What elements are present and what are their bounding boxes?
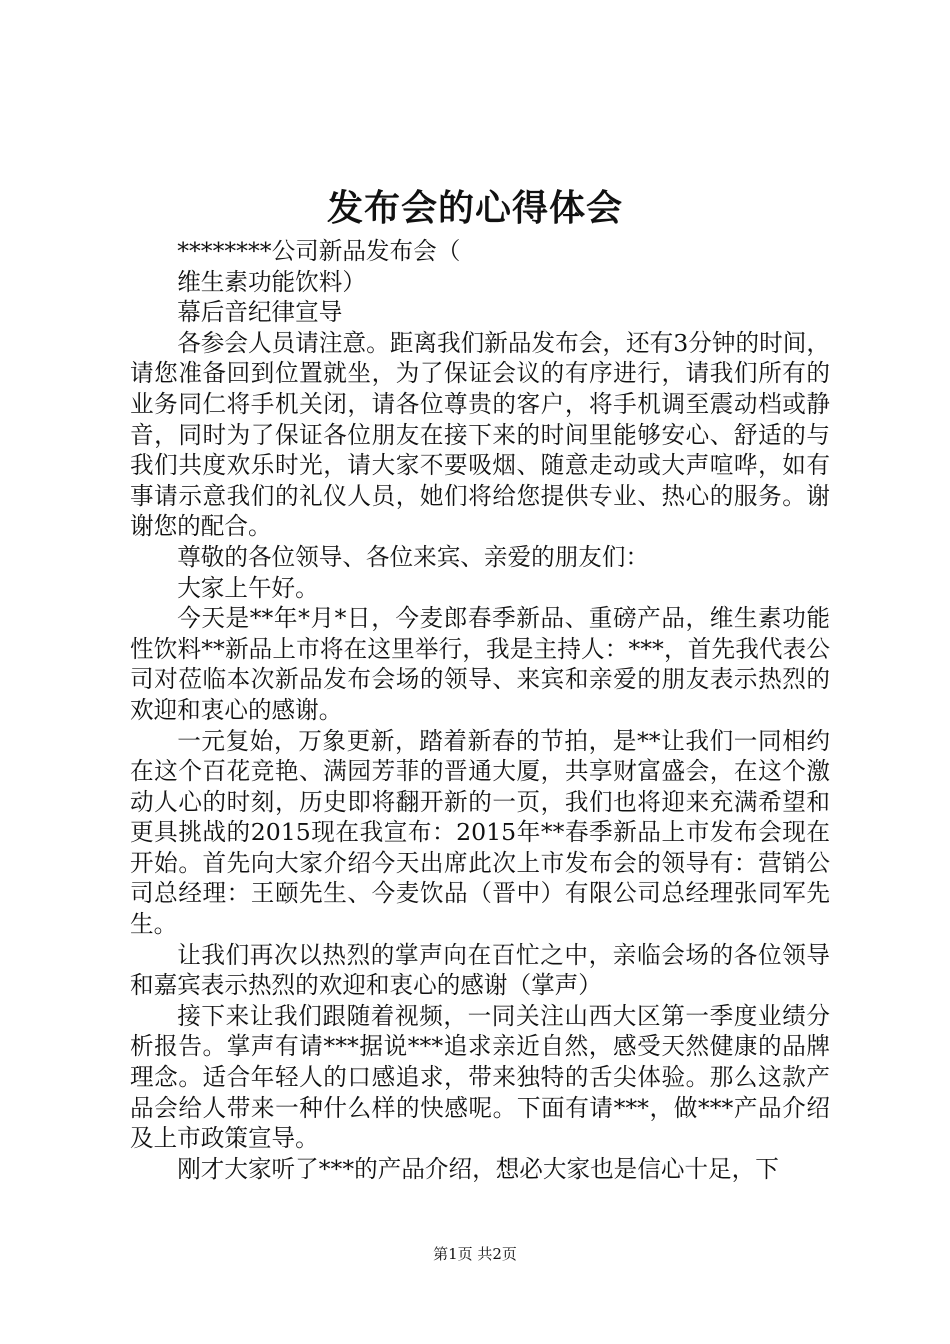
document-body (130, 236, 830, 1184)
paragraph: 今天是**年*月*日，今麦郎春季新品、重磅产品，维生素功能性饮料**新品上市将在这里举行，我是主持人：***，首先我代表公司对莅临本次新品发布会场的领导、来宾和亲爱的朋友表示热烈的欢迎和衷心的感谢。 (130, 604, 830, 724)
paragraph: 尊敬的各位领导、各位来宾、亲爱的朋友们： (177, 542, 650, 571)
paragraph: 让我们再次以热烈的掌声向在百忙之中，亲临会场的各位领导和嘉宾表示热烈的欢迎和衷心的感谢（掌声） (130, 940, 830, 1000)
paragraph: 各参会人员请注意。距离我们新品发布会，还有3分钟的时间，请您准备回到位置就坐，为了保证会议的有序进行，请我们所有的业务同仁将手机关闭，请各位尊贵的客户，将手机调至震动档或静音，同时为了保证各位朋友在接下来的时间里能够安心、舒适的与我们共度欢乐时光，请大家不要吸烟、随意走动或大声喧哗，如有事请示意我们的礼仪人员，她们将给您提供专业、热心的服务。谢谢您的配合。 (130, 328, 830, 541)
paragraph: 大家上午好。 (177, 573, 319, 602)
paragraph: 刚才大家听了***的产品介绍，想必大家也是信心十足，下 (177, 1154, 779, 1183)
page-footer: 第1页 共2页 (433, 1245, 517, 1263)
paragraph: ********公司新品发布会（ (177, 237, 461, 265)
paragraph: 一元复始，万象更新，踏着新春的节拍，是**让我们一同相约在这个百花竞艳、满园芳菲的晋通大厦，共享财富盛会，在这个激动人心的时刻，历史即将翻开新的一页，我们也将迎来充满希望和更具挑战的2015现在我宣布：2015年**春季新品上市发布会现在开始。首先向大家介绍今天出席此次上市发布会的领导有：营销公司总经理：王颐先生、今麦饮品（晋中）有限公司总经理张同军先生。 (130, 726, 830, 939)
paragraph: 幕后音纪律宣导 (177, 298, 343, 327)
paragraph: 接下来让我们跟随着视频，一同关注山西大区第一季度业绩分析报告。掌声有请***据说***追求亲近自然，感受天然健康的品牌理念。适合年轻人的口感追求，带来独特的舌尖体验。那么这款产品会给人带来一种什么样的快感呢。下面有请***，做***产品介绍及上市政策宣导。 (130, 1001, 830, 1153)
paragraph: 维生素功能饮料） (177, 267, 366, 296)
document-title: 发布会的心得体会 (326, 187, 623, 229)
